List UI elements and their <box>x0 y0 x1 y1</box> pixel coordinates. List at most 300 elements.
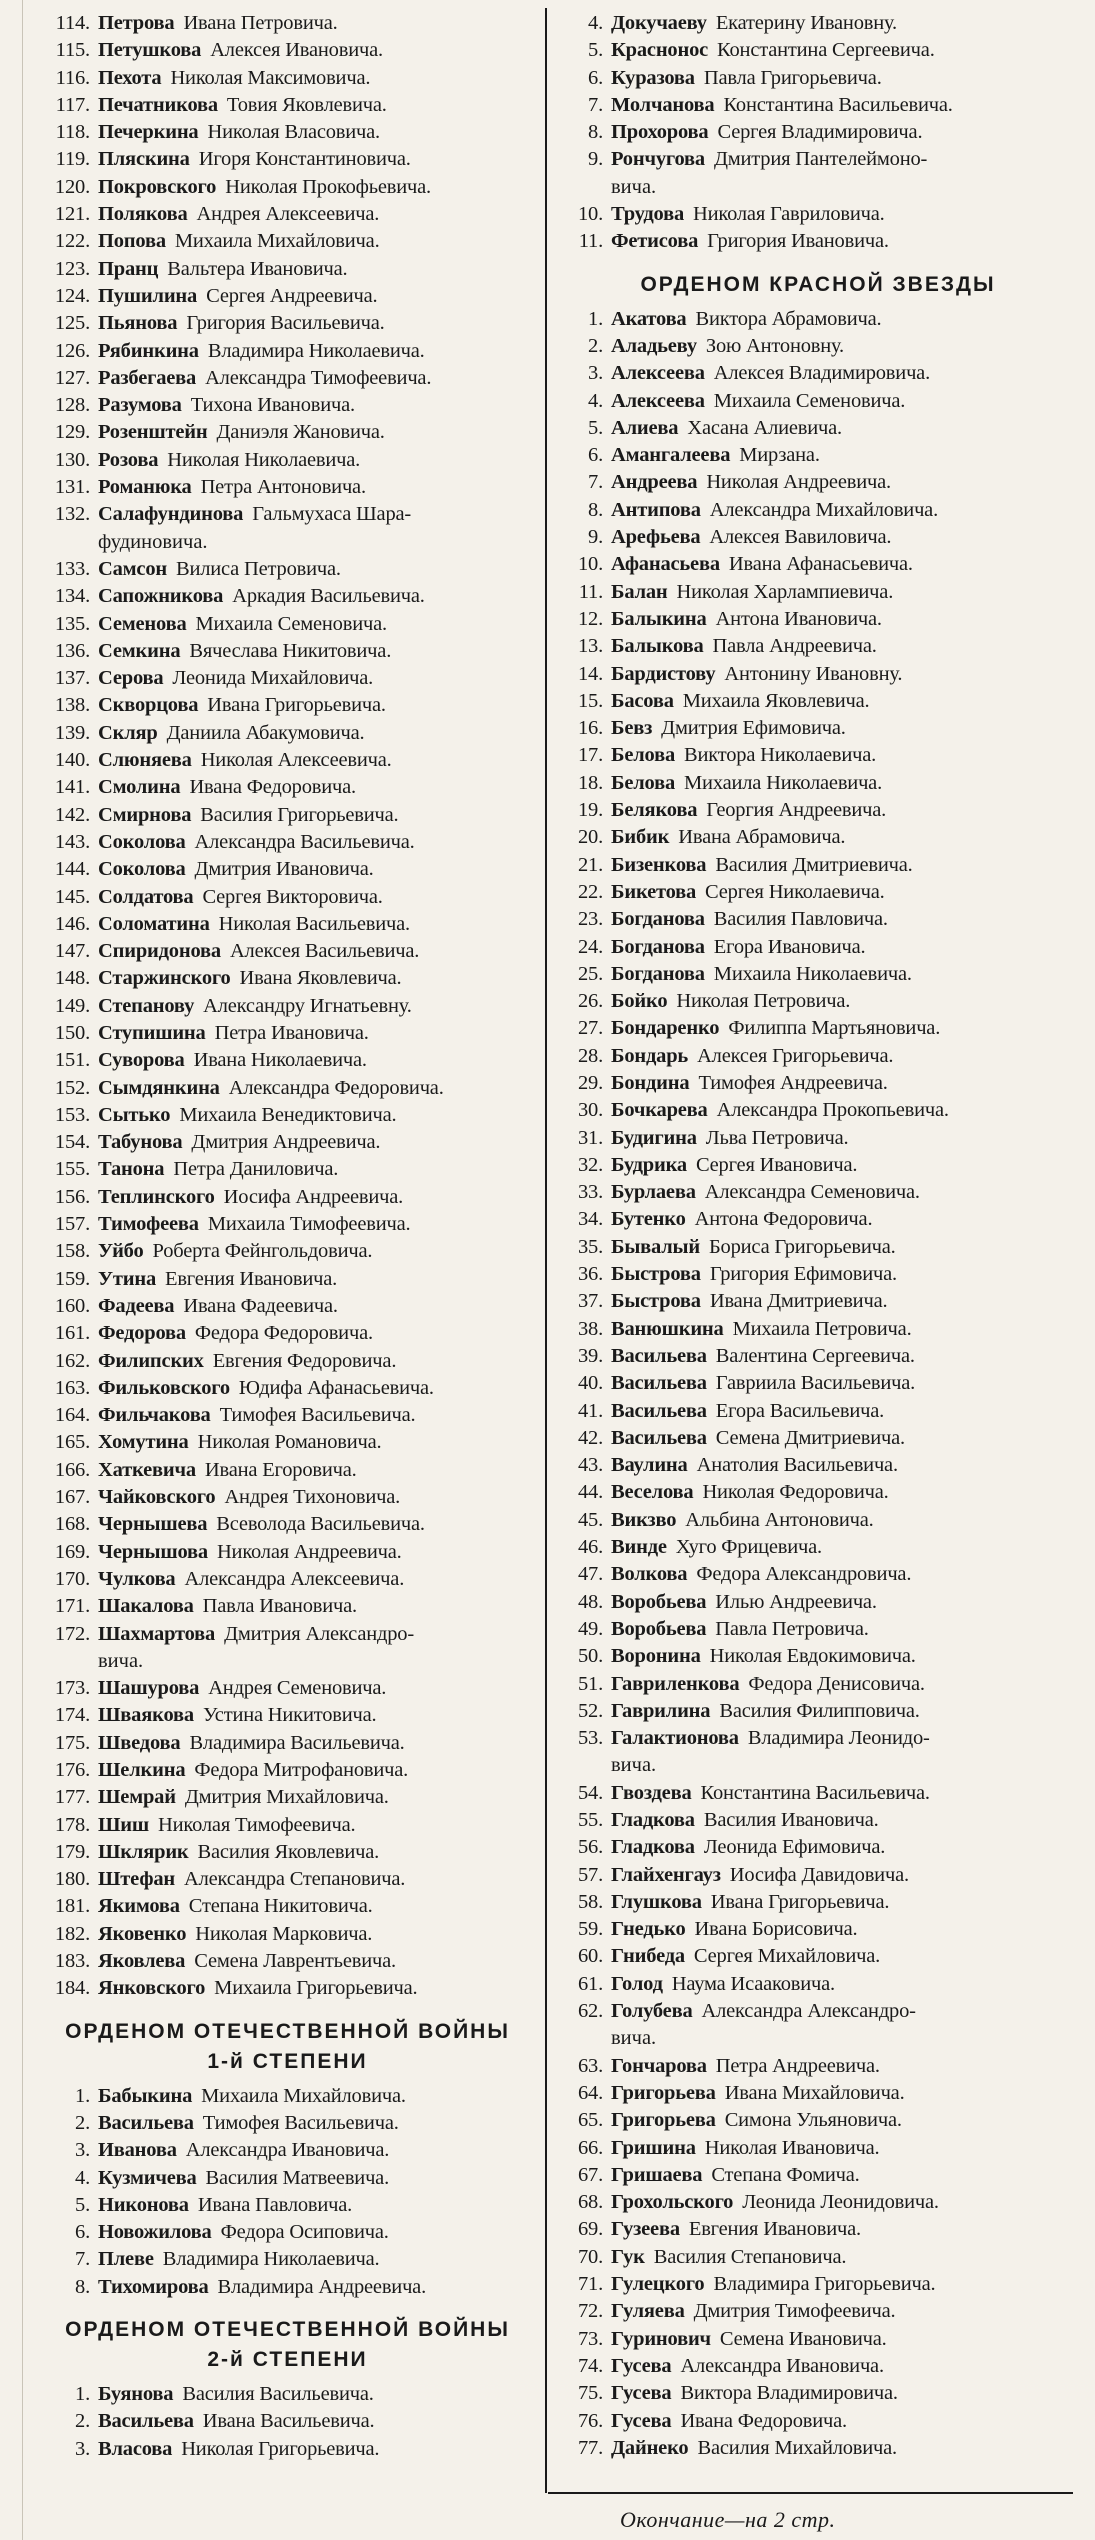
list-item <box>40 802 535 829</box>
surname: Кузмичева <box>98 2166 197 2189</box>
item-number: 22. <box>577 880 603 903</box>
surname: Полякова <box>98 203 188 226</box>
surname: Бойко <box>611 990 668 1013</box>
given-names: Василия Михайловича. <box>697 2436 897 2459</box>
surname: Дайнеко <box>611 2436 689 2459</box>
surname: Глайхенгауз <box>611 1863 721 1886</box>
award-list-continued <box>40 10 535 2003</box>
given-names: Бориса Григорьевича. <box>708 1235 896 1258</box>
item-number: 69. <box>577 2218 603 2241</box>
heading-line: ОРДЕНОМ ОТЕЧЕСТВЕННОЙ ВОЙНЫ <box>65 2019 510 2043</box>
list-item <box>40 1866 535 1893</box>
list-item <box>40 1429 535 1456</box>
surname: Веселова <box>611 1481 694 1504</box>
given-names: Владимира Николаевича. <box>162 2248 380 2271</box>
given-names: Сергея Ивановича. <box>695 1153 858 1176</box>
given-names: Ивана Николаевича. <box>193 1049 367 1072</box>
given-names: Александра Васильевича. <box>194 830 415 853</box>
surname: Ступишина <box>98 1021 206 1044</box>
surname: Шведова <box>98 1731 181 1754</box>
surname: Хомутина <box>98 1431 189 1454</box>
item-number: 5. <box>588 416 603 439</box>
given-names: Ивана Михайловича. <box>724 2081 905 2104</box>
surname: Аладьеву <box>611 334 697 357</box>
item-number: 52. <box>577 1699 603 1722</box>
given-names: Василия Степановича. <box>653 2245 847 2268</box>
given-names: Михаила Григорьевича. <box>214 1977 418 2000</box>
given-names: Даниила Абакумовича. <box>166 721 365 744</box>
list-item <box>563 606 1073 633</box>
item-number: 136. <box>54 639 90 662</box>
list-item <box>40 1484 535 1511</box>
list-item <box>40 1893 535 1920</box>
surname: Шклярик <box>98 1840 189 1863</box>
surname: Балыкина <box>611 607 707 630</box>
item-number: 25. <box>577 962 603 985</box>
given-names: Михаила Петровича. <box>732 1317 912 1340</box>
given-names: Василия Григорьевича. <box>200 803 399 826</box>
item-number: 23. <box>577 908 603 931</box>
given-names: Василия Яковлевича. <box>197 1840 380 1863</box>
item-number: 26. <box>577 990 603 1013</box>
list-item <box>563 2298 1073 2325</box>
given-names: Валентина Сергеевича. <box>715 1344 915 1367</box>
surname: Разбегаева <box>98 366 197 389</box>
item-number: 178. <box>54 1813 90 1836</box>
surname: Чернышова <box>98 1540 208 1563</box>
given-names: Степана Фомича. <box>711 2163 860 2186</box>
item-number: 53. <box>577 1727 603 1750</box>
surname: Гулецкого <box>611 2273 705 2296</box>
list-item <box>563 2053 1073 2080</box>
item-number: 1. <box>588 307 603 330</box>
surname: Васильева <box>98 2410 194 2433</box>
surname: Басова <box>611 689 674 712</box>
given-names: Даниэля Жановича. <box>216 421 385 444</box>
surname: Плеве <box>98 2248 154 2271</box>
item-number: 184. <box>54 1977 90 2000</box>
item-number: 143. <box>54 830 90 853</box>
given-names: Александра Ивановича. <box>680 2354 884 2377</box>
list-item <box>563 2408 1073 2435</box>
item-number: 153. <box>54 1103 90 1126</box>
surname: Разумова <box>98 394 182 417</box>
list-item <box>563 146 1073 173</box>
item-number: 179. <box>54 1840 90 1863</box>
list-item <box>40 1102 535 1129</box>
item-number: 10. <box>577 203 603 226</box>
list-item <box>40 1047 535 1074</box>
given-names: Алексея Вавиловича. <box>709 526 892 549</box>
list-item <box>40 1621 535 1648</box>
given-names: Алексея Владимировича. <box>713 362 930 385</box>
list-item <box>563 524 1073 551</box>
given-names: Льва Петровича. <box>705 1126 849 1149</box>
list-item <box>563 1425 1073 1452</box>
given-names: Николая Власовича. <box>207 121 380 144</box>
list-item <box>40 1457 535 1484</box>
surname: Васильева <box>611 1372 707 1395</box>
list-item <box>40 365 535 392</box>
given-names: Михаила Семеновича. <box>195 612 387 635</box>
item-number: 42. <box>577 1426 603 1449</box>
item-number: 56. <box>577 1836 603 1859</box>
given-names: Алексея Ивановича. <box>210 39 383 62</box>
list-item <box>563 1370 1073 1397</box>
given-names: Николая Марковича. <box>195 1922 373 1945</box>
item-number: 15. <box>577 689 603 712</box>
surname: Антипова <box>611 498 701 521</box>
surname: Скляр <box>98 721 158 744</box>
item-number: 149. <box>54 994 90 1017</box>
given-names: Ивана Афанасьевича. <box>728 553 913 576</box>
item-number: 154. <box>54 1131 90 1154</box>
given-names: Сергея Андреевича. <box>206 284 378 307</box>
surname: Трудова <box>611 203 685 226</box>
given-names: Тимофея Андреевича. <box>698 1071 888 1094</box>
list-item <box>563 934 1073 961</box>
award-list-patriotic-war-1 <box>40 2083 535 2301</box>
surname: Пранц <box>98 257 159 280</box>
item-number: 129. <box>54 421 90 444</box>
list-item <box>563 1316 1073 1343</box>
list-item <box>40 965 535 992</box>
list-item <box>40 638 535 665</box>
item-number: 121. <box>54 203 90 226</box>
section-heading-patriotic-war-2 <box>40 2315 535 2375</box>
item-number: 3. <box>75 2437 90 2460</box>
given-names: Андрея Алексеевича. <box>196 203 380 226</box>
item-number: 73. <box>577 2327 603 2350</box>
given-names: Хуго Фрицевича. <box>675 1536 822 1559</box>
list-item <box>40 1348 535 1375</box>
surname: Чайковского <box>98 1486 216 1509</box>
list-item <box>563 306 1073 333</box>
item-number: 18. <box>577 771 603 794</box>
surname: Фильковского <box>98 1376 230 1399</box>
surname: Гуринович <box>611 2327 711 2350</box>
surname: Докучаеву <box>611 12 707 34</box>
item-number: 37. <box>577 1290 603 1313</box>
surname: Гвоздева <box>611 1781 692 1804</box>
list-item <box>563 2380 1073 2407</box>
list-item <box>40 1402 535 1429</box>
given-names: Александра Семеновича. <box>704 1181 920 1204</box>
given-names: Семена Дмитриевича. <box>715 1426 905 1449</box>
item-number: 139. <box>54 721 90 744</box>
given-names: Сергея Викторовича. <box>202 885 383 908</box>
surname: Куразова <box>611 66 695 89</box>
surname: Фетисова <box>611 230 699 253</box>
list-item <box>563 661 1073 688</box>
given-names: Николая Гавриловича. <box>693 203 885 226</box>
item-number: 35. <box>577 1235 603 1258</box>
item-number: 4. <box>588 389 603 412</box>
given-names: Василия Дмитриевича. <box>715 853 913 876</box>
surname: Богданова <box>611 908 705 931</box>
list-item <box>40 283 535 310</box>
item-number: 146. <box>54 912 90 935</box>
list-item <box>563 1343 1073 1370</box>
given-names: Петра Андреевича. <box>715 2054 880 2077</box>
given-names: Михаила Тимофеевича. <box>207 1213 411 1236</box>
given-names: Гавриила Васильевича. <box>715 1372 916 1395</box>
given-names: Ивана Борисовича. <box>694 1918 858 1941</box>
item-number: 166. <box>54 1458 90 1481</box>
given-names: Дмитрия Ефимовича. <box>661 717 846 740</box>
list-item <box>563 2135 1073 2162</box>
surname: Шелкина <box>98 1759 186 1781</box>
item-number: 71. <box>577 2273 603 2296</box>
item-number: 3. <box>588 362 603 385</box>
list-item <box>40 911 535 938</box>
surname: Утина <box>98 1267 156 1290</box>
surname: Гусева <box>611 2409 672 2432</box>
given-names: Петра Ивановича. <box>214 1021 369 1044</box>
surname: Алексеева <box>611 362 705 385</box>
list-item <box>563 1097 1073 1124</box>
list-item <box>563 879 1073 906</box>
item-number: 2. <box>75 2410 90 2433</box>
given-names: Павла Андреевича. <box>712 635 877 658</box>
given-names: Михаила Михайловича. <box>174 230 380 253</box>
surname: Викзво <box>611 1508 677 1531</box>
surname: Фильчакова <box>98 1404 211 1427</box>
surname: Яковлева <box>98 1950 186 1973</box>
award-list-red-star <box>563 306 1073 2462</box>
given-names: Егора Ивановича. <box>713 935 866 958</box>
list-item <box>40 37 535 64</box>
given-names: Николая Евдокимовича. <box>709 1645 916 1668</box>
list-item <box>563 1507 1073 1534</box>
list-item <box>563 2216 1073 2243</box>
surname: Андреева <box>611 471 698 494</box>
list-item <box>563 852 1073 879</box>
given-names: Владимира Васильевича. <box>189 1731 405 1754</box>
surname: Тимофеева <box>98 1213 199 1236</box>
surname: Арефьева <box>611 526 701 549</box>
list-item <box>563 2162 1073 2189</box>
surname: Бондаренко <box>611 1017 720 1040</box>
surname: Суворова <box>98 1049 185 1072</box>
item-number: 28. <box>577 1044 603 1067</box>
list-item <box>40 884 535 911</box>
list-item <box>40 1266 535 1293</box>
surname: Грохольского <box>611 2191 734 2214</box>
heading-degree: 1-й СТЕПЕНИ <box>207 2049 368 2073</box>
list-item <box>563 2271 1073 2298</box>
item-number: 31. <box>577 1126 603 1149</box>
list-item <box>40 692 535 719</box>
surname: Филипских <box>98 1349 204 1372</box>
list-item <box>40 1238 535 1265</box>
surname: Богданова <box>611 935 705 958</box>
section-heading-patriotic-war-1 <box>40 2017 535 2077</box>
item-number: 75. <box>577 2382 603 2405</box>
list-item <box>40 1156 535 1183</box>
given-names: Дмитрия Ивановича. <box>194 858 374 881</box>
item-number: 120. <box>54 175 90 198</box>
surname: Слюняева <box>98 749 192 772</box>
given-names: Владимира Григорьевича. <box>713 2273 936 2296</box>
given-names: Вальтера Ивановича. <box>167 257 348 280</box>
given-names: Леонида Ефимовича. <box>703 1836 886 1859</box>
given-names: Ивана Павловича. <box>197 2193 353 2216</box>
surname: Хаткевича <box>98 1458 196 1481</box>
given-names: Николая Романовича. <box>197 1431 382 1454</box>
surname: Никонова <box>98 2193 189 2216</box>
list-item <box>563 988 1073 1015</box>
item-number: 47. <box>577 1563 603 1586</box>
list-item <box>563 360 1073 387</box>
continuation-note: Окончание—на 2 стр. <box>620 2507 836 2532</box>
item-number: 117. <box>55 93 90 116</box>
given-names: Тимофея Васильевича. <box>219 1404 416 1427</box>
item-number: 151. <box>54 1049 90 1072</box>
surname: Печатникова <box>98 93 218 116</box>
surname: Гусева <box>611 2354 672 2377</box>
list-item <box>563 1589 1073 1616</box>
list-item <box>563 119 1073 146</box>
list-item <box>40 665 535 692</box>
surname: Розенштейн <box>98 421 208 444</box>
list-item <box>563 1998 1073 2025</box>
given-names: Дмитрия Михайловича. <box>184 1786 389 1809</box>
list-item <box>563 579 1073 606</box>
name-continuation: вича. <box>98 1649 144 1672</box>
surname: Пляскина <box>98 148 190 171</box>
list-item <box>40 1020 535 1047</box>
given-names: Николая Харлампиевича. <box>676 580 894 603</box>
list-item <box>563 1398 1073 1425</box>
item-number: 165. <box>54 1431 90 1454</box>
surname: Васильева <box>611 1426 707 1449</box>
list-item <box>563 633 1073 660</box>
list-item <box>563 1206 1073 1233</box>
list-item <box>563 333 1073 360</box>
list-item <box>40 1184 535 1211</box>
given-names: Федора Денисовича. <box>748 1672 925 1695</box>
given-names: Леонида Михайловича. <box>172 667 374 690</box>
item-number: 45. <box>577 1508 603 1531</box>
item-number: 38. <box>577 1317 603 1340</box>
name-continuation: фудиновича. <box>98 530 208 553</box>
list-item <box>563 2353 1073 2380</box>
section-heading-red-star <box>563 270 1073 300</box>
item-number: 159. <box>54 1267 90 1290</box>
list-item <box>40 2083 535 2110</box>
list-item <box>563 2244 1073 2271</box>
given-names: Александра Алексеевича. <box>184 1567 405 1590</box>
list-item <box>563 688 1073 715</box>
surname: Афанасьева <box>611 553 720 576</box>
surname: Шахмартова <box>98 1622 216 1645</box>
given-names: Ивана Яковлевича. <box>239 967 402 990</box>
list-item <box>40 993 535 1020</box>
given-names: Петра Антоновича. <box>200 476 366 499</box>
item-number: 40. <box>577 1372 603 1395</box>
surname: Чулкова <box>98 1567 176 1590</box>
surname: Ваулина <box>611 1454 688 1477</box>
item-number: 65. <box>577 2109 603 2132</box>
surname: Тихомирова <box>98 2275 209 2298</box>
item-number: 150. <box>54 1021 90 1044</box>
given-names: Зою Антоновну. <box>705 334 844 357</box>
item-number: 6. <box>588 66 603 89</box>
given-names: Семена Ивановича. <box>719 2327 887 2350</box>
given-names: Николая Ивановича. <box>704 2136 880 2159</box>
surname: Семкина <box>98 639 181 662</box>
given-names: Ивана Григорьевича. <box>710 1890 890 1913</box>
given-names: Дмитрия Андреевича. <box>191 1131 381 1154</box>
item-number: 74. <box>577 2354 603 2377</box>
list-item <box>563 201 1073 228</box>
surname: Сымдянкина <box>98 1076 220 1099</box>
list-item <box>40 1375 535 1402</box>
given-names: Федора Александровича. <box>696 1563 912 1586</box>
list-item <box>40 1539 535 1566</box>
item-number: 172. <box>54 1622 90 1645</box>
list-item <box>563 2107 1073 2134</box>
item-number: 142. <box>54 803 90 826</box>
given-names: Ивана Федоровича. <box>189 776 356 799</box>
given-names: Федора Осиповича. <box>220 2221 389 2244</box>
item-number: 167. <box>54 1486 90 1509</box>
list-item <box>40 1129 535 1156</box>
list-item <box>40 611 535 638</box>
given-names: Николая Васильевича. <box>218 912 410 935</box>
given-names: Всеволода Васильевича. <box>216 1513 425 1536</box>
item-number: 122. <box>54 230 90 253</box>
list-item <box>563 388 1073 415</box>
given-names: Евгения Ивановича. <box>688 2218 861 2241</box>
surname: Рончугова <box>611 148 705 171</box>
given-names: Александра Прокопьевича. <box>716 1099 949 1122</box>
given-names: Георгия Андреевича. <box>706 799 887 822</box>
surname: Белова <box>611 744 676 767</box>
given-names: Степана Никитовича. <box>188 1895 373 1918</box>
list-item <box>40 201 535 228</box>
item-number: 29. <box>577 1071 603 1094</box>
given-names: Владимира Леонидо- <box>747 1727 930 1750</box>
surname: Семенова <box>98 612 187 635</box>
item-number: 3. <box>75 2139 90 2162</box>
surname: Танона <box>98 1158 165 1181</box>
surname: Голод <box>611 1972 663 1995</box>
item-number: 8. <box>588 121 603 144</box>
item-number: 21. <box>577 853 603 876</box>
surname: Гавриленкова <box>611 1672 740 1695</box>
list-item <box>563 1971 1073 1998</box>
given-names: Александра Михайловича. <box>709 498 938 521</box>
list-item <box>40 2137 535 2164</box>
given-names: Егора Васильевича. <box>715 1399 885 1422</box>
given-names: Василия Павловича. <box>713 908 888 931</box>
item-number: 10. <box>577 553 603 576</box>
item-number: 11. <box>578 230 603 253</box>
given-names: Иосифа Давидовича. <box>729 1863 909 1886</box>
item-number: 36. <box>577 1263 603 1286</box>
list-item <box>563 797 1073 824</box>
given-names: Константина Сергеевича. <box>717 39 935 62</box>
list-item <box>563 92 1073 119</box>
surname: Алексеева <box>611 389 705 412</box>
list-item <box>40 2408 535 2435</box>
list-item <box>40 1812 535 1839</box>
surname: Старжинского <box>98 967 231 990</box>
given-names: Филиппа Мартьяновича. <box>728 1017 941 1040</box>
surname: Воронина <box>611 1645 701 1668</box>
